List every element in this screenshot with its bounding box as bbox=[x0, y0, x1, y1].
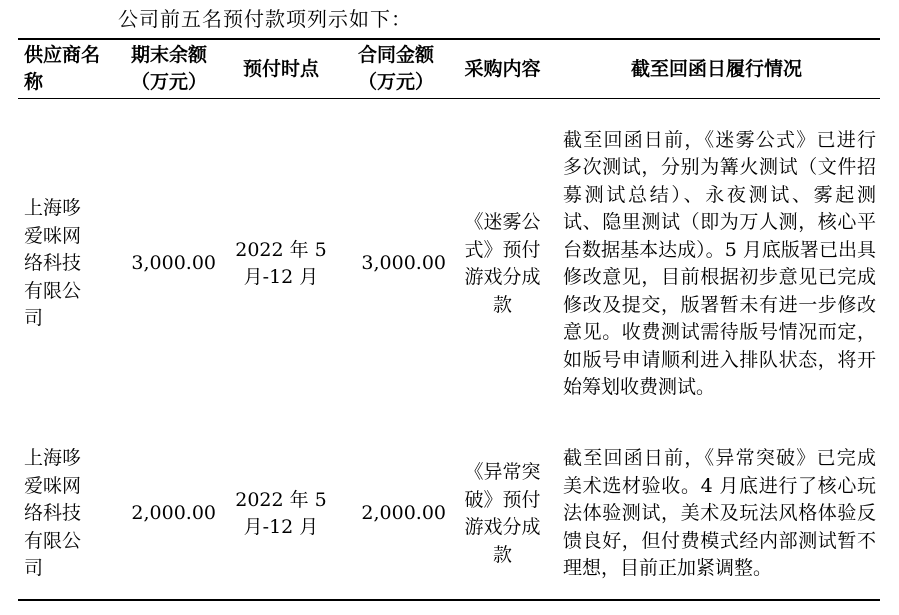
header-contract-amount: 合同金额（万元） bbox=[357, 44, 434, 93]
cell-supplier: 上海哆爱咪网络科技有限公司 bbox=[24, 447, 82, 580]
cell-prepay-time: 2022 年 5 月-12 月 bbox=[235, 238, 327, 288]
cell-supplier: 上海哆爱咪网络科技有限公司 bbox=[24, 197, 82, 330]
header-content: 采购内容 bbox=[464, 57, 541, 80]
cell-balance: 3,000.00 bbox=[131, 252, 216, 275]
header-balance: 期末余额（万元） bbox=[130, 44, 207, 93]
table-row bbox=[18, 99, 880, 430]
header-status: 截至回函日履行情况 bbox=[630, 57, 802, 80]
cell-status: 截至回函日前，《迷雾公式》已进行多次测试，分别为篝火测试（文件招募测试总结）、永夜测试、雾起测试、隐里测试（即为万人测，核心平台数据基本达成）。5 月底版署已出具修改意见，目前根据初步意见已完成修改及提交，版署暂未有进一步修改意见。收费测试需待版号情况而定，如版号申请顺利进入排队状态，将开始筹划收费测试。 bbox=[563, 128, 876, 398]
table-header bbox=[18, 39, 880, 99]
cell-content: 《迷雾公式》预付游戏分成款 bbox=[464, 211, 541, 316]
cell-contract-amount: 3,000.00 bbox=[361, 252, 446, 275]
table-body bbox=[18, 99, 880, 601]
prepayment-table bbox=[18, 38, 880, 601]
header-row bbox=[18, 39, 880, 99]
intro-text: 公司前五名预付款项列示如下： bbox=[118, 7, 412, 31]
cell-content: 《异常突破》预付游戏分成款 bbox=[464, 461, 541, 566]
cell-prepay-time: 2022 年 5 月-12 月 bbox=[235, 488, 327, 538]
table-row bbox=[18, 429, 880, 600]
cell-balance: 2,000.00 bbox=[131, 502, 216, 525]
header-prepay-time: 预付时点 bbox=[242, 57, 319, 80]
cell-contract-amount: 2,000.00 bbox=[361, 502, 446, 525]
cell-status: 截至回函日前，《异常突破》已完成美术选材验收。4 月底进行了核心玩法体验测试，美术及玩法风格体验反馈良好，但付费模式经内部测试暂不理想，目前正加紧调整。 bbox=[563, 447, 876, 580]
header-supplier: 供应商名称 bbox=[24, 44, 101, 93]
